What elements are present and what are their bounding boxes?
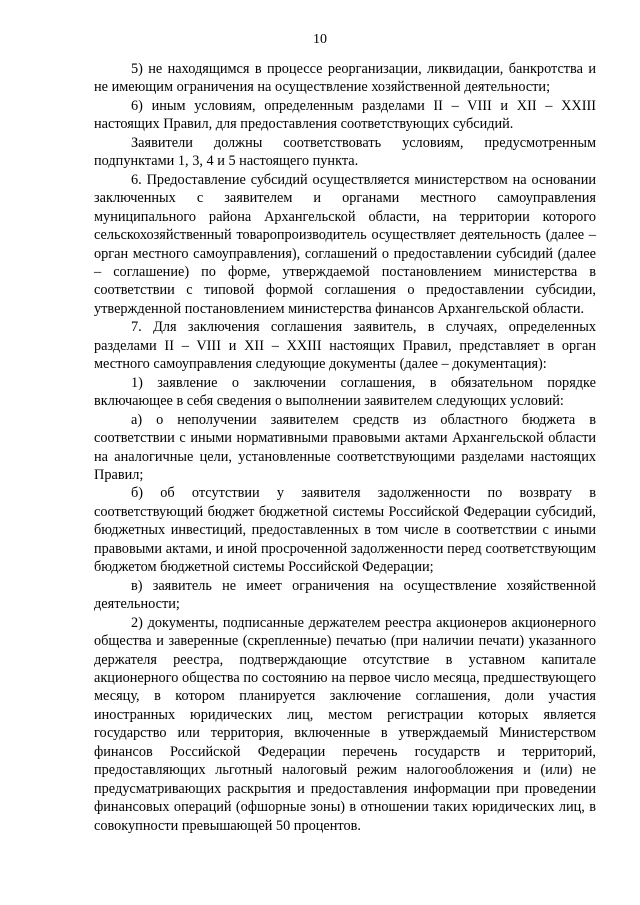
paragraph-applicant-requirements: Заявители должны соответствовать условиям, предусмотренным подпунктами 1, 3, 4 и 5 настоящего пункта. (94, 134, 596, 170)
paragraph-item-6: 6. Предоставление субсидий осуществляется министерством на основании заключенных с заявителем и органами местного самоуправления муниципального района Архангельской области, на территории которого сельскохозяйственный товаропроизводитель осуществляет деятельность (далее – орган местного самоуправления), соглашений о предоставлении субсидий (далее – соглашение) по форме, утверждаемой постановлением министерства в соответствии с типовой формой соглашения о предоставлении субсидии, утвержденной постановлением министерства финансов Архангельской области. (94, 171, 596, 317)
paragraph-item-7: 7. Для заключения соглашения заявитель, в случаях, определенных разделами II – VIII и XII – XXIII настоящих Правил, представляет в орган местного самоуправления следующие документы (далее – документация): (94, 319, 596, 373)
paragraph-subitem-a: а) о неполучении заявителем средств из областного бюджета в соответствии с иными нормативными правовыми актами Архангельской области на аналогичные цели, установленные соответствующими разделами настоящих Правил; (94, 411, 596, 483)
paragraph-subitem-2: 2) документы, подписанные держателем реестра акционеров акционерного общества и заверенные (скрепленные) печатью (при наличии печати) указанного держателя реестра, подтверждающие отсутствие в уставном капитале акционерного общества по состоянию на первое число месяца, предшествующего месяцу, в котором планируется заключение соглашения, доли участия иностранных юридических лиц, местом регистрации которых является государство или территория, включенные в утверждаемый Министерством финансов Российской Федерации перечень государств и территорий, предоставляющих льготный налоговый режим налогообложения и (или) не предусматривающих раскрытия и предоставления информации при проведении финансовых операций (офшорные зоны) в отношении таких юридических лиц, в совокупности превышающей 50 процентов. (94, 614, 596, 834)
paragraph-subitem-6: 6) иным условиям, определенным разделами II – VIII и XII – XXIII настоящих Правил, для предоставления соответствующих субсидий. (94, 97, 596, 133)
paragraph-subitem-1: 1) заявление о заключении соглашения, в обязательном порядке включающее в себя сведения о выполнении заявителем следующих условий: (94, 374, 596, 410)
paragraph-subitem-v: в) заявитель не имеет ограничения на осуществление хозяйственной деятельности; (94, 577, 596, 613)
paragraph-subitem-b: б) об отсутствии у заявителя задолженности по возврату в соответствующий бюджет бюджетной системы Российской Федерации субсидий, бюджетных инвестиций, предоставленных в том числе в соответствии с иными правовыми актами, и иной просроченной задолженности перед соответствующим бюджетом бюджетной системы Российской Федерации; (94, 485, 596, 576)
page-number: 10 (313, 32, 327, 47)
document-body (94, 60, 596, 835)
paragraph-subitem-5: 5) не находящимся в процессе реорганизации, ликвидации, банкротства и не имеющим ограничения на осуществление хозяйственной деятельности; (94, 61, 596, 96)
